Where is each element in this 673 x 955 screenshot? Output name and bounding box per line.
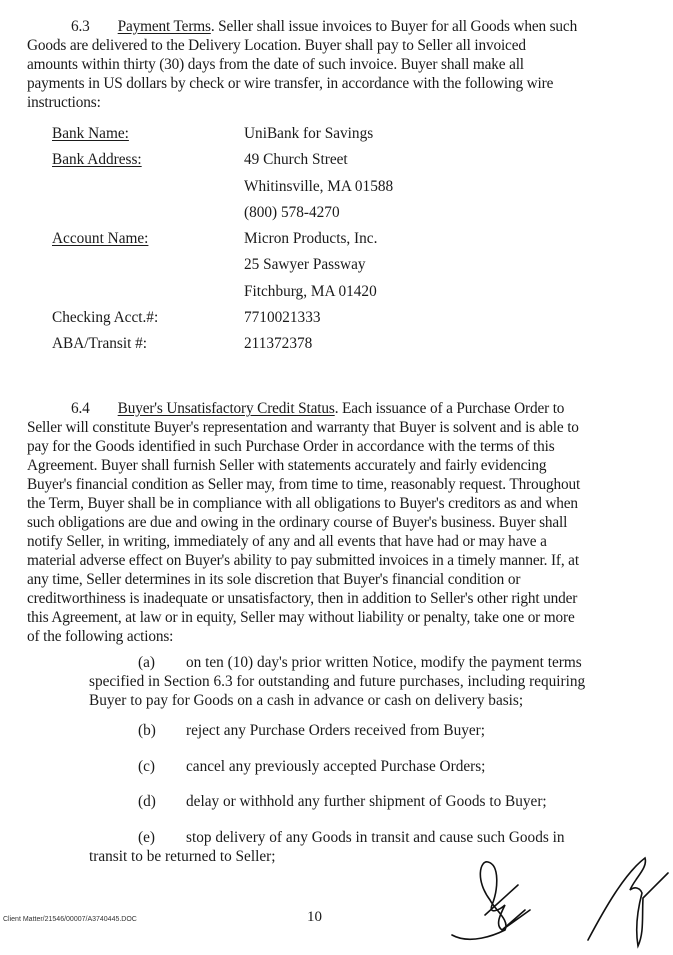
paragraph-line: creditworthiness is inadequate or unsatisfactory, then in addition to Seller's other right under bbox=[27, 590, 578, 607]
paragraph-line: . Each issuance of a Purchase Order to bbox=[334, 400, 565, 417]
item-text: delay or withhold any further shipment of Goods to Buyer; bbox=[186, 793, 547, 810]
item-marker: (a) bbox=[138, 654, 155, 671]
paragraph-line: . Seller shall issue invoices to Buyer for all Goods when such bbox=[210, 18, 578, 35]
account-address-line-1: 25 Sawyer Passway bbox=[244, 256, 366, 273]
item-text: specified in Section 6.3 for outstanding and future purchases, including requiring bbox=[89, 673, 586, 690]
paragraph-line: Goods are delivered to the Delivery Location. Buyer shall pay to Seller all invoiced bbox=[27, 37, 526, 54]
aba-transit-value: 211372378 bbox=[244, 335, 313, 352]
item-text: stop delivery of any Goods in transit and cause such Goods in bbox=[186, 829, 565, 846]
item-marker: (d) bbox=[138, 793, 156, 810]
paragraph-line: Buyer's financial condition as Seller may, from time to time, reasonably request. Throughout bbox=[27, 476, 581, 493]
section-number: 6.3 bbox=[71, 18, 90, 35]
paragraph-line: any time, Seller determines in its sole discretion that Buyer's financial condition or bbox=[27, 571, 521, 588]
section-heading: Payment Terms bbox=[117, 18, 211, 35]
bank-address-line-2: Whitinsville, MA 01588 bbox=[244, 178, 394, 195]
paragraph-line: such obligations are due and owing in the ordinary course of Buyer's business. Buyer shall bbox=[27, 514, 568, 531]
account-name-value: Micron Products, Inc. bbox=[244, 230, 378, 247]
bank-address-line-1: 49 Church Street bbox=[244, 151, 348, 168]
item-text: Buyer to pay for Goods on a cash in advance or cash on delivery basis; bbox=[89, 692, 524, 709]
checking-account-value: 7710021333 bbox=[244, 309, 321, 326]
bank-name-label: Bank Name: bbox=[52, 125, 129, 142]
checking-account-label: Checking Acct.#: bbox=[52, 309, 159, 326]
paragraph-line: amounts within thirty (30) days from the date of such invoice. Buyer shall make all bbox=[27, 56, 524, 73]
paragraph-line: this Agreement, at law or in equity, Seller may without liability or penalty, take one or more bbox=[27, 609, 575, 626]
signature-initials-2-icon bbox=[580, 848, 672, 953]
item-marker: (b) bbox=[138, 722, 156, 739]
paragraph-line: of the following actions: bbox=[27, 628, 174, 645]
paragraph-line: the Term, Buyer shall be in compliance with all obligations to Buyer's creditors as and when bbox=[27, 495, 578, 512]
paragraph-line: notify Seller, in writing, immediately of any and all events that have had or may have a bbox=[27, 533, 547, 550]
section-6-4-first-line bbox=[27, 399, 564, 418]
paragraph-line: material adverse effect on Buyer's ability to pay submitted invoices in a timely manner. If, at bbox=[27, 552, 579, 569]
item-marker: (e) bbox=[138, 829, 155, 846]
section-6-3-first-line bbox=[27, 17, 577, 36]
aba-transit-label: ABA/Transit #: bbox=[52, 335, 148, 352]
signature-initials-1-icon bbox=[440, 850, 550, 950]
item-text: cancel any previously accepted Purchase Orders; bbox=[186, 758, 486, 775]
item-text: on ten (10) day's prior written Notice, modify the payment terms bbox=[186, 654, 582, 671]
item-text: transit to be returned to Seller; bbox=[89, 848, 276, 865]
paragraph-line: payments in US dollars by check or wire transfer, in accordance with the following wire bbox=[27, 75, 554, 92]
paragraph-line: instructions: bbox=[27, 94, 101, 111]
paragraph-line: pay for the Goods identified in such Purchase Order in accordance with the terms of this bbox=[27, 438, 555, 455]
bank-phone: (800) 578-4270 bbox=[244, 204, 340, 221]
account-address-line-2: Fitchburg, MA 01420 bbox=[244, 283, 377, 300]
bank-address-label: Bank Address: bbox=[52, 151, 142, 168]
account-name-label: Account Name: bbox=[52, 230, 149, 247]
section-heading: Buyer's Unsatisfactory Credit Status bbox=[117, 400, 335, 417]
paragraph-line: Agreement. Buyer shall furnish Seller with statements accurately and fairly evidencing bbox=[27, 457, 547, 474]
section-number: 6.4 bbox=[71, 400, 90, 417]
paragraph-line: Seller will constitute Buyer's representation and warranty that Buyer is solvent and is able to bbox=[27, 419, 579, 436]
item-text: reject any Purchase Orders received from Buyer; bbox=[186, 722, 486, 739]
item-marker: (c) bbox=[138, 758, 155, 775]
bank-name-value: UniBank for Savings bbox=[244, 125, 374, 142]
document-reference: Client Matter/21546/00007/A3740445.DOC bbox=[3, 916, 137, 923]
page-number: 10 bbox=[307, 909, 322, 925]
